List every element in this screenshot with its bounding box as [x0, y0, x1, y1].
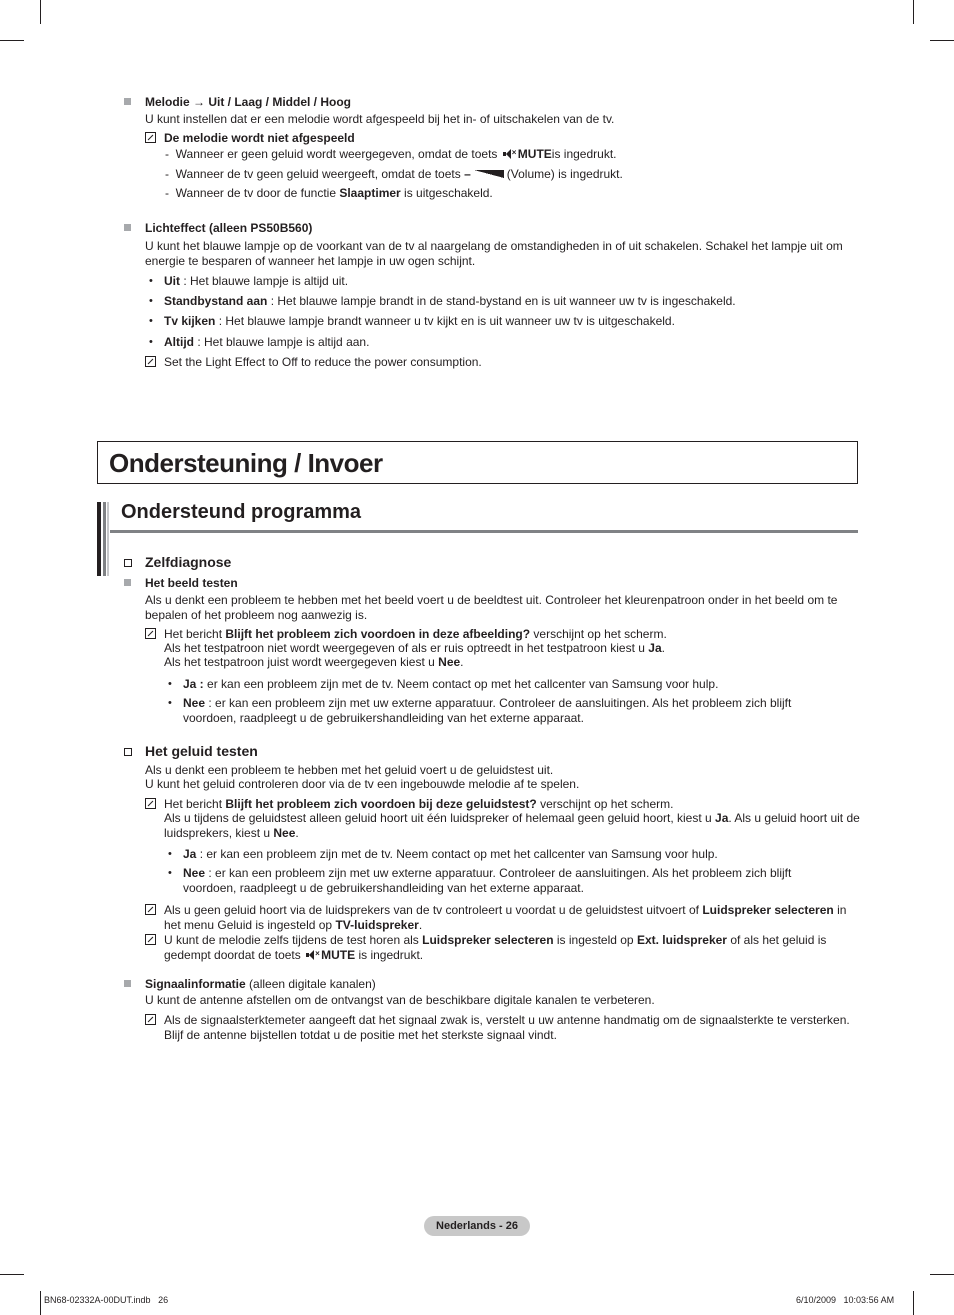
chapter-title: Ondersteuning / Invoer — [109, 448, 383, 478]
melodie-item: - Wanneer de tv door de functie Slaaptimer is uitgeschakeld. — [165, 186, 493, 200]
beeld-option: Ja : er kan een probleem zijn met de tv. Neem contact op met het callcenter van Samsung voor hulp. — [183, 677, 719, 691]
geluid-option: Ja : er kan een probleem zijn met de tv. Neem contact op met het callcenter van Samsung voor hulp. — [183, 847, 718, 861]
page-number-pill — [424, 1216, 530, 1236]
melodie-note-title: De melodie wordt niet afgespeeld — [164, 131, 355, 145]
square-bullet — [124, 98, 131, 105]
note-icon — [145, 356, 156, 367]
crop-mark — [40, 1291, 41, 1315]
lichteffect-title: Lichteffect (alleen PS50B560) — [145, 221, 313, 235]
crop-mark — [0, 1274, 24, 1275]
note-icon — [145, 132, 156, 143]
geluid-desc: U kunt het geluid controleren door via de tv een ingebouwde melodie af te spelen. — [145, 777, 580, 791]
lichteffect-option: Altijd : Het blauwe lampje is altijd aan. — [164, 335, 370, 349]
section-bar — [97, 502, 101, 576]
crop-mark — [40, 0, 41, 24]
print-date: 6/10/2009 10:03:56 AM — [796, 1295, 895, 1305]
geluid-note: Als u geen geluid hoort via de luidsprekers van de tv controleert u voordat u de geluidstest uitvoert of Luidspreker selecteren in het menu Geluid is ingesteld op TV-luidspreker. — [164, 903, 847, 932]
volume-icon — [474, 170, 504, 178]
checkbox-bullet — [124, 559, 132, 567]
melodie-item: - Wanneer er geen geluid wordt weergegeven, omdat de toets × MUTEis ingedrukt. — [165, 147, 617, 161]
signaal-note: Als de signaalsterktemeter aangeeft dat het signaal zwak is, verstelt u uw antenne handmatig om de signaalsterkte te versterken. Blijf de antenne bijstellen totdat u de positie met het sterkste signaal vindt. — [164, 1013, 850, 1042]
beeld-title: Het beeld testen — [145, 576, 238, 590]
bullet: • — [149, 295, 153, 307]
note-icon — [145, 934, 156, 945]
lichteffect-option: Standbystand aan : Het blauwe lampje brandt in de stand-bystand en is uit wanneer uw tv is ingeschakeld. — [164, 294, 736, 308]
bullet: • — [149, 336, 153, 348]
beeld-option: Nee : er kan een probleem zijn met uw externe apparatuur. Controleer de aansluitingen. Als het probleem zich blijft voordoen, raadpleegt u de gebruikershandleiding van het externe apparaat. — [183, 696, 792, 725]
geluid-title: Het geluid testen — [145, 743, 258, 759]
crop-mark — [930, 1274, 954, 1275]
print-file-name: BN68-02332A-00DUT.indb 26 — [44, 1295, 169, 1305]
geluid-note: U kunt de melodie zelfs tijdens de test horen als Luidspreker selecteren is ingesteld op Ext. luidspreker of als het geluid is gedempt doordat de toets × MUTE is ingedrukt. — [164, 933, 827, 962]
page-number: Nederlands - 26 — [436, 1220, 518, 1232]
crop-mark — [913, 0, 914, 24]
geluid-desc: Als u denkt een probleem te hebben met het geluid voert u de geluidstest uit. — [145, 763, 554, 777]
lichteffect-note: Set the Light Effect to Off to reduce the power consumption. — [164, 355, 482, 369]
chapter-title-box — [97, 441, 858, 484]
square-bullet — [124, 224, 131, 231]
geluid-note-line: Het bericht Blijft het probleem zich voordoen bij deze geluidstest? verschijnt op het scherm. — [164, 797, 674, 811]
signaal-title: Signaalinformatie (alleen digitale kanalen) — [145, 977, 376, 991]
bullet: • — [168, 697, 172, 709]
beeld-note-line: Als het testpatroon niet wordt weergegeven of als er ruis optreedt in het testpatroon kiest u Ja. — [164, 641, 665, 655]
note-icon — [145, 628, 156, 639]
note-icon — [145, 1014, 156, 1025]
crop-mark — [930, 40, 954, 41]
note-icon — [145, 904, 156, 915]
crop-mark — [0, 40, 24, 41]
bullet: • — [168, 867, 172, 879]
square-bullet — [124, 579, 131, 586]
lichteffect-option: Uit : Het blauwe lampje is altijd uit. — [164, 274, 349, 288]
lichteffect-option: Tv kijken : Het blauwe lampje brandt wanneer u tv kijkt en is uit wanneer uw tv is uitgeschakeld. — [164, 314, 675, 328]
geluid-note-line: Als u tijdens de geluidstest alleen geluid hoort uit één luidspreker of helemaal geen geluid hoort, kiest u Ja. Als u geluid hoort uit de luidsprekers, kiest u Nee. — [164, 811, 860, 840]
beeld-note-line: Het bericht Blijft het probleem zich voordoen in deze afbeelding? verschijnt op het scherm. — [164, 627, 667, 641]
beeld-note-line: Als het testpatroon juist wordt weergegeven kiest u Nee. — [164, 655, 464, 669]
crop-mark — [913, 1291, 914, 1315]
section-title: Ondersteund programma — [121, 501, 362, 523]
lichteffect-desc: U kunt het blauwe lampje op de voorkant van de tv al naargelang de omstandigheden in of uit schakelen. Schakel het lampje uit om energie te besparen of wanneer het lampje in uw ogen schijnt. — [145, 239, 843, 268]
beeld-desc: Als u denkt een probleem te hebben met het beeld voert u de beeldtest uit. Controleer het kleurenpatroon onder in het beeld om te bepalen of het probleem nog aanwezig is. — [145, 593, 838, 622]
melodie-item: - Wanneer de tv geen geluid weergeeft, omdat de toets – (Volume) is ingedrukt. — [165, 167, 623, 181]
square-bullet — [124, 980, 131, 987]
bullet: • — [168, 678, 172, 690]
zelfdiagnose-title: Zelfdiagnose — [145, 554, 232, 570]
section-bar — [103, 502, 106, 576]
bullet: • — [149, 315, 153, 327]
geluid-option: Nee : er kan een probleem zijn met uw externe apparatuur. Controleer de aansluitingen. Als het probleem zich blijft voordoen, raadpleegt u de gebruikershandleiding van het externe apparaat. — [183, 866, 792, 895]
section-underline — [110, 530, 858, 533]
checkbox-bullet — [124, 748, 132, 756]
melodie-title: Melodie → Uit / Laag / Middel / Hoog — [145, 95, 352, 109]
melodie-desc: U kunt instellen dat er een melodie wordt afgespeeld bij het in- of uitschakelen van de tv. — [145, 112, 615, 126]
mute-icon: × — [503, 149, 516, 159]
bullet: • — [168, 848, 172, 860]
section-bar — [107, 502, 109, 576]
note-icon — [145, 798, 156, 809]
bullet: • — [149, 275, 153, 287]
mute-icon: × — [306, 950, 319, 960]
signaal-desc: U kunt de antenne afstellen om de ontvangst van de beschikbare digitale kanalen te verbeteren. — [145, 993, 655, 1007]
